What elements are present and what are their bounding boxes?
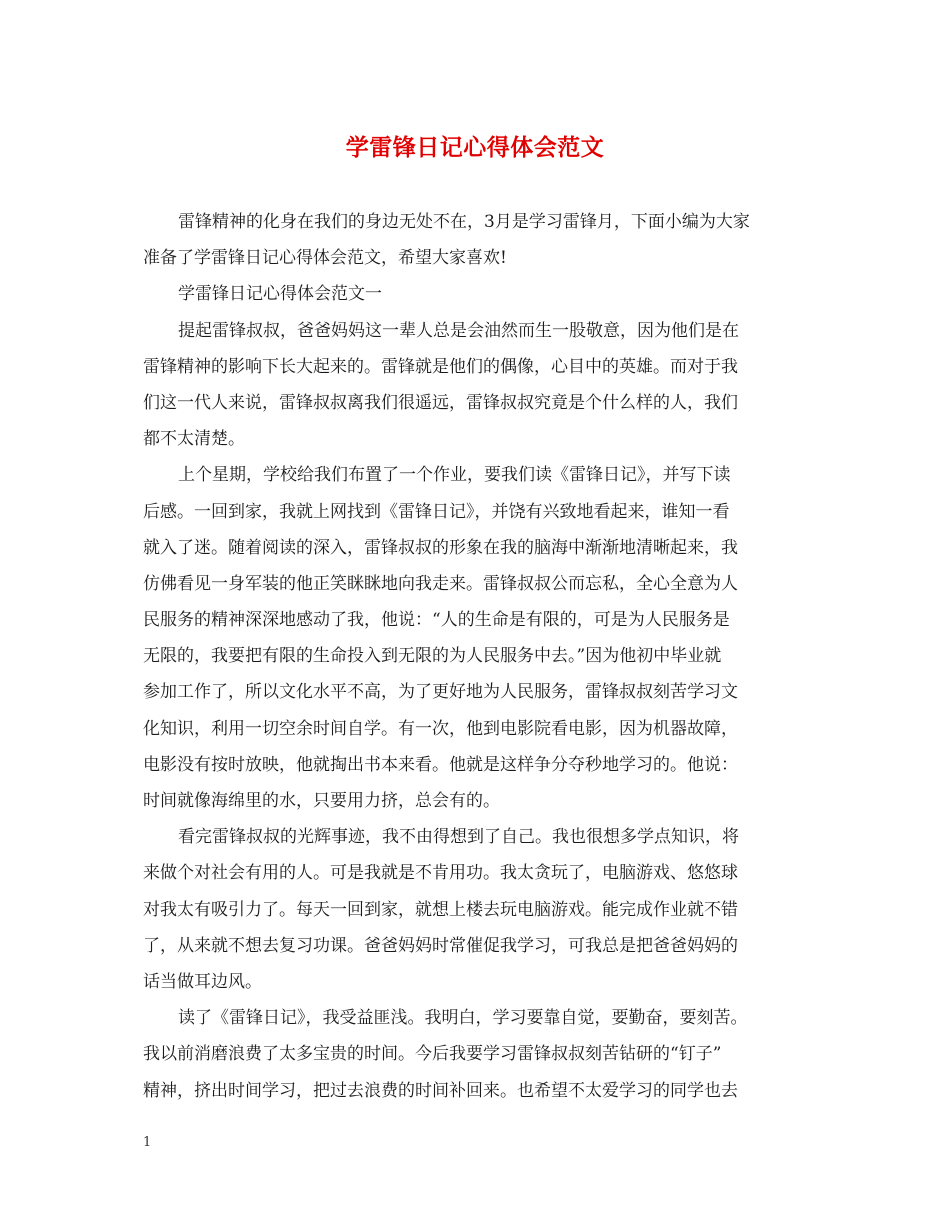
text-line: 无限的，我要把有限的生命投入到无限的为人民服务中去。”因为他初中毕业就 — [143, 646, 722, 667]
text-line: 参加工作了，所以文化水平不高，为了更好地为人民服务，雷锋叔叔刻苦学习文 — [143, 682, 738, 703]
text-line: 准备了学雷锋日记心得体会范文，希望大家喜欢! — [143, 248, 507, 269]
text-line: 电影没有按时放映，他就掏出书本来看。他就是这样争分夺秒地学习的。他说： — [143, 754, 738, 775]
text-line: 我以前消磨浪费了太多宝贵的时间。今后我要学习雷锋叔叔刻苦钻研的“钉子” — [143, 1044, 722, 1065]
text-line: 学雷锋日记心得体会范文一 — [178, 284, 382, 305]
text-line: 时间就像海绵里的水，只要用力挤，总会有的。 — [143, 791, 500, 811]
document-body — [143, 204, 813, 1109]
text-line: 了，从来就不想去复习功课。爸爸妈妈时常催促我学习，可我总是把爸爸妈妈的 — [143, 935, 738, 956]
text-line: 雷锋精神的影响下长大起来的。雷锋就是他们的偶像，心目中的英雄。而对于我 — [143, 356, 738, 377]
text-line: 对我太有吸引力了。每天一回到家，就想上楼去玩电脑游戏。能完成作业就不错 — [143, 899, 738, 920]
text-line: 们这一代人来说，雷锋叔叔离我们很遥远，雷锋叔叔究竟是个什么样的人，我们 — [143, 392, 738, 413]
text-line: 雷锋精神的化身在我们的身边无处不在，3月是学习雷锋月，下面小编为大家 — [178, 212, 750, 232]
text-line: 读了《雷锋日记》，我受益匪浅。我明白，学习要靠自觉，要勤奋，要刻苦。 — [178, 1008, 748, 1029]
text-line: 上个星期，学校给我们布置了一个作业，要我们读《雷锋日记》，并写下读 — [178, 465, 731, 486]
text-line: 民服务的精神深深地感动了我，他说：“人的生命是有限的，可是为人民服务是 — [143, 610, 730, 631]
text-line: 提起雷锋叔叔，爸爸妈妈这一辈人总是会油然而生一股敬意，因为他们是在 — [178, 320, 739, 341]
page-title: 学雷锋日记心得体会范文 — [345, 134, 605, 161]
text-line: 看完雷锋叔叔的光辉事迹，我不由得想到了自己。我也很想多学点知识，将 — [178, 827, 739, 848]
text-line: 精神，挤出时间学习，把过去浪费的时间补回来。也希望不太爱学习的同学也去 — [143, 1080, 738, 1101]
text-line: 就入了迷。随着阅读的深入，雷锋叔叔的形象在我的脑海中渐渐地清晰起来，我 — [143, 537, 738, 558]
text-line: 化知识，利用一切空余时间自学。有一次，他到电影院看电影，因为机器故障， — [143, 718, 738, 739]
text-line: 话当做耳边风。 — [143, 971, 262, 992]
text-line: 来做个对社会有用的人。可是我就是不肯用功。我太贪玩了，电脑游戏、悠悠球 — [143, 863, 738, 884]
text-line: 后感。一回到家，我就上网找到《雷锋日记》，并饶有兴致地看起来，谁知一看 — [143, 501, 730, 522]
page-number: 1 — [143, 1135, 152, 1150]
text-line: 都不太清楚。 — [143, 429, 245, 450]
text-line: 仿佛看见一身军装的他正笑眯眯地向我走来。雷锋叔叔公而忘私，全心全意为人 — [143, 573, 738, 594]
